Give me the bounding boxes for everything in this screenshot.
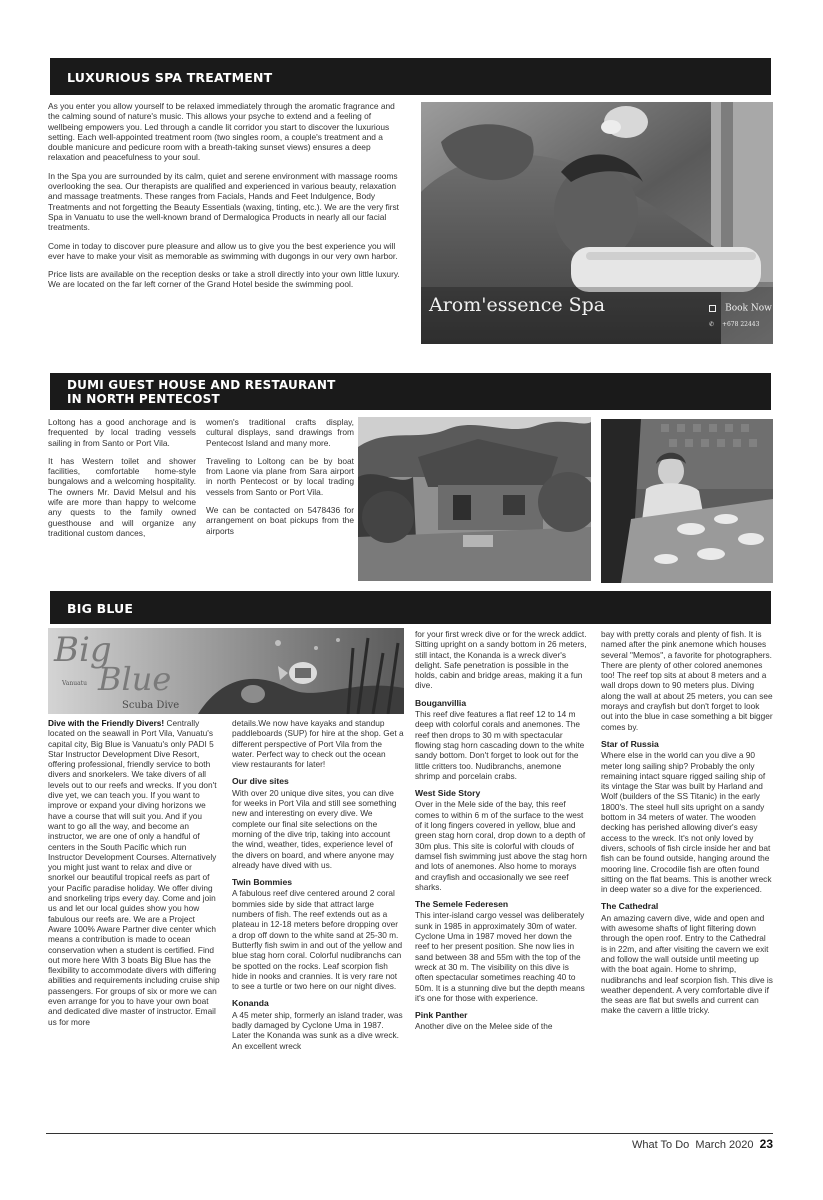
dive-site-heading: Konanda [232, 998, 269, 1009]
bigblue-logo-banner [48, 628, 404, 714]
footer-rule [46, 1133, 773, 1134]
dive-site-text: Another dive on the Melee side of the [415, 1021, 553, 1032]
dive-site-text: An amazing cavern dive, wide and open and with awesome shafts of light filtering down through the open roof. Entry to the Cathedral is in 22m, and after visiting the cavern we exit and follow the wall outside until meeting up with the boat again. Home to shrimp, nudibranchs and leaf scorpion fish. This dive is weather dependent. A very comfortable dive if the seas are flat but swells and current can make the cavern a little tricky. [601, 912, 773, 1016]
bigblue-column-1 [48, 718, 220, 1034]
dive-site-heading: Bouganvillia [415, 697, 467, 708]
bigblue-column-3 [415, 629, 587, 1039]
dive-site-heading: Pink Panther [415, 1010, 468, 1021]
dive-site-heading: Star of Russia [601, 738, 659, 749]
dumi-section-banner [50, 373, 771, 410]
bigblue-column-4 [601, 629, 773, 1023]
dumi-heading-line2: IN NORTH PENTECOST [67, 392, 220, 406]
publication-name: What To Do [632, 1139, 690, 1151]
dive-site-heading: The Semele Federesen [415, 899, 509, 910]
restaurant-photo [601, 419, 773, 583]
spa-ad-brand: Arom'essence Spa [429, 294, 606, 316]
dumi-paragraph: Traveling to Loltong can be by boat from Laone via plane from Sara airport in north Pentecost or by local trading vessels from Santo or Port Vila. [206, 455, 354, 497]
spa-heading: LUXURIOUS SPA TREATMENT [67, 70, 273, 85]
dive-site-text: This inter-island cargo vessel was deliberately sunk in 1985 in approximately 30m of water. Cyclone Uma in 1987 moved her down the reef to her present position. She now lies in sand between 38 and 55m with the top of the wreck at 30 m. The visibility on this dive is often spectacular sometimes reaching 40 to 50m. It is a stunning dive but the depth means it's one for those with experience. [415, 910, 585, 1003]
bigblue-section-banner [50, 591, 771, 624]
logo-word-blue: Blue [98, 660, 172, 698]
dive-site-heading: The Cathedral [601, 901, 659, 912]
dumi-paragraph: Loltong has a good anchorage and is frequented by local trading vessels sailing in from Santo or Port Vila. [48, 417, 196, 448]
book-now-block[interactable] [709, 298, 772, 328]
spa-paragraph: In the Spa you are surrounded by its calm, quiet and serene environment with massage rooms overlooking the sea. Our therapists are qualified and experienced in various beauty, relaxation and massage treatments. These ranges from Facials, Hands and Feet Indulgence, Body Treatments and not forgetting the Beauty Essentials (waxing, tinting, etc.). We are the very first Spa in Vanuatu to use the well-known brand of Dermalogica Products in nearly all our facial treatments. [48, 170, 399, 233]
spa-paragraph: Price lists are available on the reception desks or take a stroll directly into your own little luxury. We are located on the far left corner of the Grand Hotel beside the swimming pool. [48, 269, 400, 290]
dumi-column-1 [48, 417, 196, 546]
page-number: 23 [759, 1137, 773, 1151]
bigblue-lead: Dive with the Friendly Divers! [48, 718, 165, 728]
logo-vanuatu: Vanuatu [62, 680, 87, 687]
logo-word-big: Big [54, 630, 112, 670]
spa-phone: +678 22443 [721, 321, 760, 328]
dive-site-heading: Our dive sites [232, 776, 289, 787]
book-now-label: Book Now [725, 303, 772, 314]
bigblue-paragraph: bay with pretty corals and plenty of fish. It is named after the pink anemone which houses several "Memos", a favorite for photographers. There are plenty of other colored anemones too! The reef top sits at about 8 meters and a wall drops down to 90 meters plus. Diving along the wall at about 25 meters, you can see morays and crayfish but don't forget to look out into the blue in case something a bit bigger comes by. [601, 629, 773, 732]
bigblue-paragraph: for your first wreck dive or for the wreck addict. Sitting upright on a sandy bottom in 26 meters, still intact, the Konanda is a wreck diver's delight. Safe penetration is possible in the holds, cabin and bridge areas, making it a fun dive. [415, 629, 587, 691]
dive-site-text: A fabulous reef dive centered around 2 coral bommies side by side that attract large numbers of fish. The reef extends out as a plateau in 12-18 meters before dropping over a drop off down to the white sand at 25-30 m. Butterfly fish swim in and out of the yellow and blue stag horn coral. Colorful nudibranchs can be spotted on the rocks. Leaf scorpion fish hide in nooks and crannies. It is very rare not to see a turtle or two here on our night dives. [232, 888, 403, 992]
dumi-column-2 [206, 417, 354, 544]
spa-paragraph: As you enter you allow yourself to be relaxed immediately through the aromatic fragrance and the calming sound of nature's music. This allows your psyche to extend and a feeling of wellbeing empowers you. Led through a candle lit corridor you start to discover the luxurious setting. Each well-appointed treatment room (two singles room, a couple's treatment and a double manicure and pedicure room with a breath-taking sunset views) ensures a deep relaxation and peacefulness to your soul. [48, 101, 395, 163]
calendar-icon [709, 305, 716, 312]
dumi-paragraph: women's traditional crafts display, cultural displays, sand drawings from Pentecost Island and many more. [206, 417, 354, 448]
dumi-paragraph: It has Western toilet and shower facilities, comfortable home-style bungalows and a welcoming hospitality. The owners Mr. David Melsul and his wife are more than happy to welcome any quests to the family owned guesthouse and will organize any traditional custom dances, [48, 455, 196, 538]
dumi-paragraph: We can be contacted on 5478436 for arrangement on boat pickups from the airports [206, 505, 354, 536]
dive-site-text: Over in the Mele side of the bay, this reef comes to within 6 m of the surface to the west of it long fingers covered in yellow, blue and green stag horn coral, drop down to a depth of 30m plus. This site is colorful with clouds of damsel fish swimming just above the stag horn and lots of anemones. Also home to morays and crayfish and occasionally we see reef sharks. [415, 799, 588, 892]
dive-site-text: With over 20 unique dive sites, you can dive for weeks in Port Vila and still see something new and interesting on every dive. We complete our final site selections on the morning of the dive trip, taking into account the wind, weather, tides, experience level of the divers on board, and where anyone may already have dived with us. [232, 787, 397, 870]
phone-icon: ✆ [709, 321, 715, 328]
dumi-heading-line1: DUMI GUEST HOUSE AND RESTAURANT [67, 378, 336, 392]
bigblue-intro: Centrally located on the seawall in Port Vila, Vanuatu's capital city, Big Blue is Vanuatu's only PADI 5 Star Instructor Development Dive Resort, offering professional, friendly service to both divers and snorkelers. We take divers of all levels out to our reefs and wrecks. If you don't dive yet, we can teach you. If you want to improve or expand your diving horizons we have a course that will suit you. And if you want to go all the way, and become an instructor, we are one of only a handful of centers in the South Pacific which run Instructor Development Courses. Alternatively you might just want to relax and dive or snorkel our beautiful tropical reefs as part of your Pacific paradise holiday. We offer diving and snorkeling trips every day. Come and join us and let our local guides show you how fabulous our reefs are. We are a Project Aware 100% Aware Partner dive center which means a contribution is made to ocean conservation when a student is certified. Find out more here With 3 boats Big Blue has the flexibility to accommodate divers with differing abilities and requirements including cruise ship passengers. For groups of six or more we can even arrange for you to have your own boat and dedicated dive master of instructor. Email us for more [48, 718, 220, 1027]
dive-site-text: This reef dive features a flat reef 12 to 14 m deep with colorful corals and anemones. The reef then drops to 30 m with spectacular flowing stag horn cascading down to the white sandy bottom. Don't forget to look out for the little critters too. Nudibranchs, anemone shrimp and porcelain crabs. [415, 709, 585, 781]
dive-site-heading: West Side Story [415, 788, 481, 799]
spa-paragraph: Come in today to discover pure pleasure and allow us to give you the best experience you will ever have to make your visit as memorable as swimming with dugongs in our very own harbor. [48, 240, 398, 261]
guesthouse-photo [358, 417, 591, 581]
bigblue-paragraph: details.We now have kayaks and standup paddleboards (SUP) for hire at the shop. Get a different perspective of Port Vila from the water. Perfect way to check out the ocean view restaurants for later! [232, 718, 404, 770]
spa-advert-image [421, 102, 773, 344]
page-footer [632, 1137, 773, 1151]
bigblue-heading: BIG BLUE [67, 601, 134, 616]
spa-article-text [48, 101, 400, 298]
issue-date: March 2020 [695, 1139, 754, 1151]
spa-section-banner [50, 58, 771, 95]
dive-site-text: Where else in the world can you dive a 90 meter long sailing ship? Probably the only remaining intact square rigged sailing ship of its vintage the Star was built by Harland and Wolf (builders of the SS Titanic) in the early 1800's. The steel hull sits upright on a sandy bottom in 34 meters of water. The wooden decking has perished allowing diver's easy access to the wreck. It's not only loved by divers, schools of fish circle inside her and bat fish can be found outside, hanging around the mooring line. Crocodile fish are often found sitting on the flat beams. This is another wreck in deep water so a dive for the experienced. [601, 750, 772, 895]
dive-site-heading: Twin Bommies [232, 877, 293, 888]
logo-scuba-dive: Scuba Dive [122, 700, 180, 711]
bigblue-column-2 [232, 718, 404, 1058]
dive-site-text: A 45 meter ship, formerly an island trader, was badly damaged by Cyclone Uma in 1987. Later the Konanda was sunk as a dive wreck. An excellent wreck [232, 1009, 403, 1051]
